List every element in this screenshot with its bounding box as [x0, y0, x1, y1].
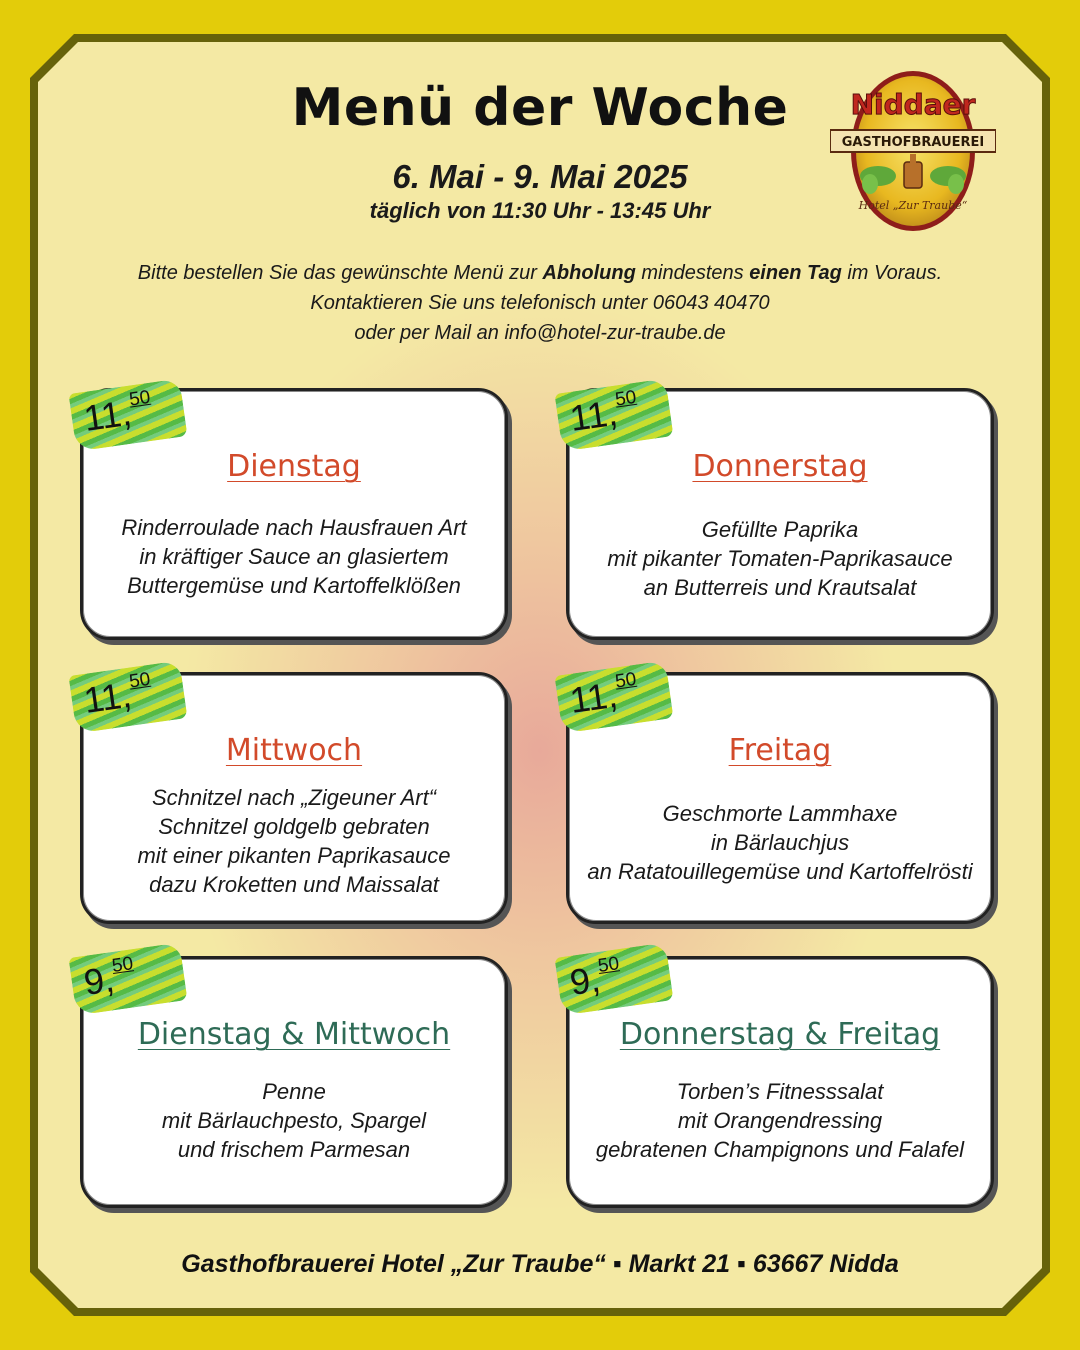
menu-day: Dienstag & Mittwoch — [137, 1017, 451, 1052]
menu-dish — [93, 1077, 495, 1164]
dish-line: mit Orangendressing — [677, 1108, 883, 1133]
dish-line: Schnitzel goldgelb gebraten — [158, 814, 430, 839]
menu-day: Donnerstag — [692, 449, 868, 484]
brewery-logo — [830, 66, 996, 236]
price-cents: 50 — [613, 386, 638, 411]
page-title: Menü der Woche — [291, 78, 789, 138]
date-range: 6. Mai - 9. Mai 2025 — [392, 158, 688, 195]
menu-day: Dienstag — [227, 449, 361, 484]
dish-line: dazu Kroketten und Maissalat — [149, 872, 439, 897]
logo-hotel-name: Hotel „Zur Traube“ — [858, 199, 968, 212]
dish-line: Torben’s Fitnesssalat — [676, 1079, 884, 1104]
price-cents: 50 — [110, 953, 135, 977]
dish-line: in kräftiger Sauce an glasiertem — [139, 544, 449, 569]
dish-line: Schnitzel nach „Zigeuner Art“ — [151, 785, 437, 810]
info-text: Bitte bestellen Sie das gewünschte Menü zur — [137, 262, 543, 284]
logo-band: GASTHOFBRAUEREI — [841, 135, 985, 150]
opening-hours: täglich von 11:30 Uhr - 13:45 Uhr — [369, 198, 711, 223]
price-cents: 50 — [596, 953, 621, 977]
menu-dish — [579, 799, 981, 886]
dish-line: Gefüllte Paprika — [701, 517, 859, 542]
info-bold-pickup: Abholung — [542, 262, 636, 284]
dish-line: gebratenen Champignons und Falafel — [595, 1137, 965, 1162]
dish-line: an Ratatouillegemüse und Kartoffelrösti — [587, 859, 973, 884]
info-text: mindestens — [635, 262, 750, 284]
menu-dish — [579, 1077, 981, 1164]
menu-day: Freitag — [728, 733, 832, 768]
dish-line: und frischem Parmesan — [177, 1137, 411, 1162]
dish-line: mit pikanter Tomaten-Paprikasauce — [607, 546, 953, 571]
price-value — [567, 955, 624, 1004]
menu-dish — [579, 515, 981, 602]
order-info-phone: Kontaktieren Sie uns telefonisch unter 06043 40470 — [310, 292, 770, 314]
dish-line: in Bärlauchjus — [710, 830, 850, 855]
info-bold-day: einen Tag — [749, 262, 842, 284]
dish-line: an Butterreis und Krautsalat — [643, 575, 917, 600]
price-euros: 11, — [81, 673, 134, 721]
order-info-email: oder per Mail an info@hotel-zur-traube.de — [354, 322, 726, 344]
price-cents: 50 — [613, 668, 638, 693]
dish-line: Rinderroulade nach Hausfrauen Art — [121, 515, 467, 540]
order-info — [0, 258, 1080, 348]
menu-day: Mittwoch — [225, 733, 363, 768]
price-cents: 50 — [127, 668, 152, 693]
price-value — [81, 955, 138, 1004]
footer-address: Gasthofbrauerei Hotel „Zur Traube“ ▪ Markt 21 ▪ 63667 Nidda — [181, 1250, 899, 1278]
menu-day: Donnerstag & Freitag — [619, 1017, 941, 1052]
dish-line: Penne — [262, 1079, 326, 1104]
menu-dish — [93, 783, 495, 899]
menu-dish — [93, 513, 495, 600]
order-info-line-1 — [0, 258, 1080, 288]
price-euros: 9, — [567, 958, 603, 1003]
info-text: im Voraus. — [841, 262, 943, 284]
price-euros: 11, — [567, 673, 620, 721]
price-euros: 11, — [81, 391, 134, 439]
price-cents: 50 — [127, 386, 152, 411]
dish-line: mit einer pikanten Paprikasauce — [137, 843, 451, 868]
price-euros: 9, — [81, 958, 117, 1003]
dish-line: Geschmorte Lammhaxe — [662, 801, 898, 826]
logo-niddaer: Niddaer — [850, 88, 976, 121]
dish-line: mit Bärlauchpesto, Spargel — [161, 1108, 427, 1133]
dish-line: Buttergemüse und Kartoffelklößen — [127, 573, 461, 598]
price-euros: 11, — [567, 391, 620, 439]
